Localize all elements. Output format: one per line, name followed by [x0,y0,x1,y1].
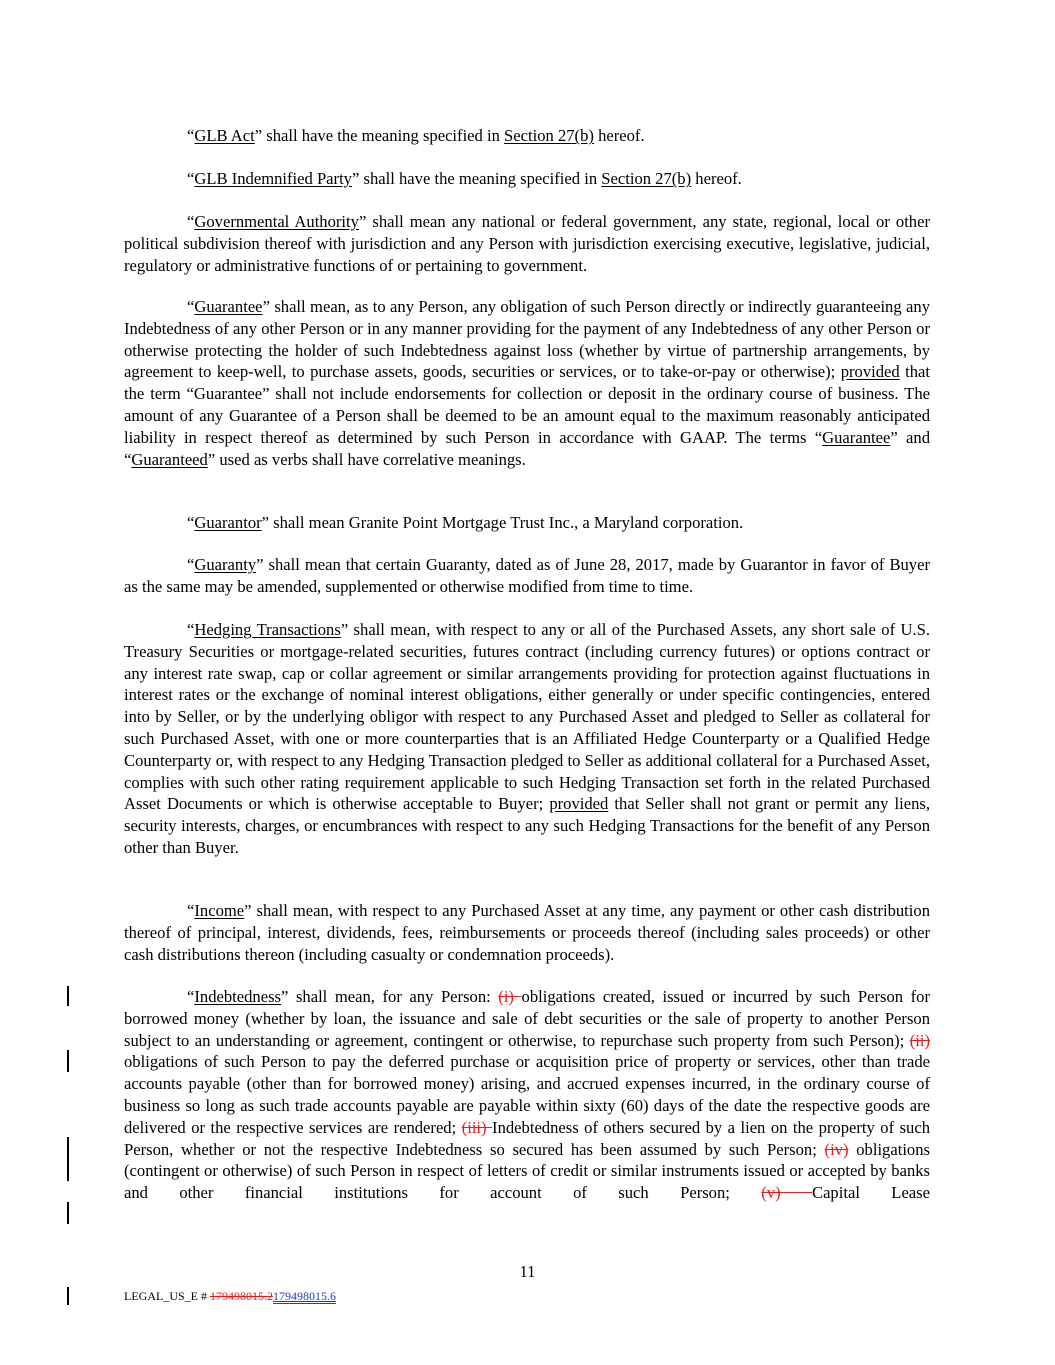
change-bar [67,1287,69,1305]
term: Indebtedness [194,987,282,1006]
change-bar [67,1202,69,1224]
def-hedging-transactions: “Hedging Transactions” shall mean, with respect to any or all of the Purchased Assets, any short sale of U.S. Treasury Securities or mortgage-related securities, futures contract (including currency futures) or options contract or any interest rate swap, cap or collar agreement or similar arrangements providing for protection against fluctuations in interest rates or the exchange of nominal interest obligations, either generally or under specific contingencies, entered into by Seller, or by the underlying obligor with respect to any Purchased Asset and pledged to Seller as collateral for such Purchased Asset, with one or more counterparties that is an Affiliated Hedge Counterparty or a Qualified Hedge Counterparty or, with respect to any Hedging Transaction pledged to Seller as additional collateral for a Purchased Asset, complies with such other rating requirement applicable to such Hedging Transaction set forth in the related Purchased Asset Documents or which is otherwise acceptable to Buyer; provided that Seller shall not grant or permit any liens, security interests, charges, or encumbrances with respect to any such Hedging Transactions for the benefit of any Person other than Buyer. [124,620,930,857]
def-income: “Income” shall mean, with respect to any Purchased Asset at any time, any payment or other cash distribution thereof of principal, interest, dividends, fees, reimbursements or proceeds thereof (including sales proceeds) or other cash distributions thereon (including casualty or condemnation proceeds). [124,901,930,964]
deleted-marker: (iv) [824,1139,849,1159]
term: Guaranteed [131,449,208,469]
page-number: 11 [519,1262,536,1281]
def-guarantee: “Guarantee” shall mean, as to any Person, any obligation of such Person directly or indirectly guaranteeing any Indebtedness of any other Person or in any manner providing for the payment of any Indebtedness of any other Person or otherwise protecting the holder of such Indebtedness against loss (whether by virtue of partnership arrangements, by agreement to keep-well, to purchase assets, goods, securities or services, or to take-or-pay or otherwise); provided that the term “Guarantee” shall not include endorsements for collection or deposit in the ordinary course of business. The amount of any Guarantee of a Person shall be deemed to be an amount equal to the maximum reasonably anticipated liability in respect thereof as determined by such Person in accordance with GAAP. The terms “Guarantee” and “Guaranteed” used as verbs shall have correlative meanings. [124,297,930,469]
def-glb-act: “GLB Act” shall have the meaning specified in Section 27(b) hereof. [187,126,645,145]
section-ref: Section 27(b) [504,126,594,145]
footer-inserted-id: 179498015.6 [273,1289,336,1303]
term: GLB Indemnified Party [194,169,352,188]
change-bar [67,1137,69,1181]
footer-deleted-id: 179498015.2 [210,1289,273,1303]
term: Governmental Authority [194,212,359,231]
term: GLB Act [194,126,255,145]
section-ref: Section 27(b) [601,169,692,188]
provided-word: provided [549,794,609,814]
deleted-marker: (i) [498,987,522,1006]
term: Guaranty [194,555,257,574]
term: Hedging Transactions [194,620,341,639]
deleted-marker: (ii) [909,1030,930,1050]
document-footer [124,1289,336,1303]
deleted-marker: (iii) [461,1117,493,1137]
def-glb-indemnified-party: “GLB Indemnified Party” shall have the meaning specified in Section 27(b) hereof. [187,169,742,188]
def-guarantor: “Guarantor” shall mean Granite Point Mortgage Trust Inc., a Maryland corporation. [187,513,744,532]
change-bar [67,986,69,1006]
term: Income [194,901,245,920]
deleted-marker: (v) [761,1183,812,1203]
change-bar [67,1050,69,1072]
footer-prefix: LEGAL_US_E # [124,1289,210,1303]
def-indebtedness: “Indebtedness” shall mean, for any Person: (i) obligations created, issued or incurred by such Person for borrowed money (whether by loan, the issuance and sale of debt securities or the sale of property to another Person subject to an understanding or agreement, contingent or otherwise, to repurchase such property from such Person); (ii) obligations of such Person to pay the deferred purchase or acquisition price of property or services, other than trade accounts payable (other than for borrowed money) arising, and accrued expenses incurred, in the ordinary course of business so long as such trade accounts payable are payable within sixty (60) days of the date the respective goods are delivered or the respective services are rendered; (iii) Indebtedness of others secured by a lien on the property of such Person, whether or not the respective Indebtedness so secured has been assumed by such Person; (iv) obligations (contingent or otherwise) of such Person in respect of letters of credit or similar instruments issued or accepted by banks and other financial institutions for account of such Person; (v) Capital Lease [124,987,930,1203]
term: Guarantor [194,513,262,532]
term: Guarantee [822,427,891,447]
term: Guarantee [194,297,263,316]
def-governmental-authority: “Governmental Authority” shall mean any national or federal government, any state, regional, local or other political subdivision thereof with jurisdiction and any Person with jurisdiction exercising executive, legislative, judicial, regulatory or administrative functions of or pertaining to government. [124,212,930,275]
def-guaranty: “Guaranty” shall mean that certain Guaranty, dated as of June 28, 2017, made by Guarantor in favor of Buyer as the same may be amended, supplemented or otherwise modified from time to time. [124,555,930,596]
provided-word: provided [840,362,900,382]
